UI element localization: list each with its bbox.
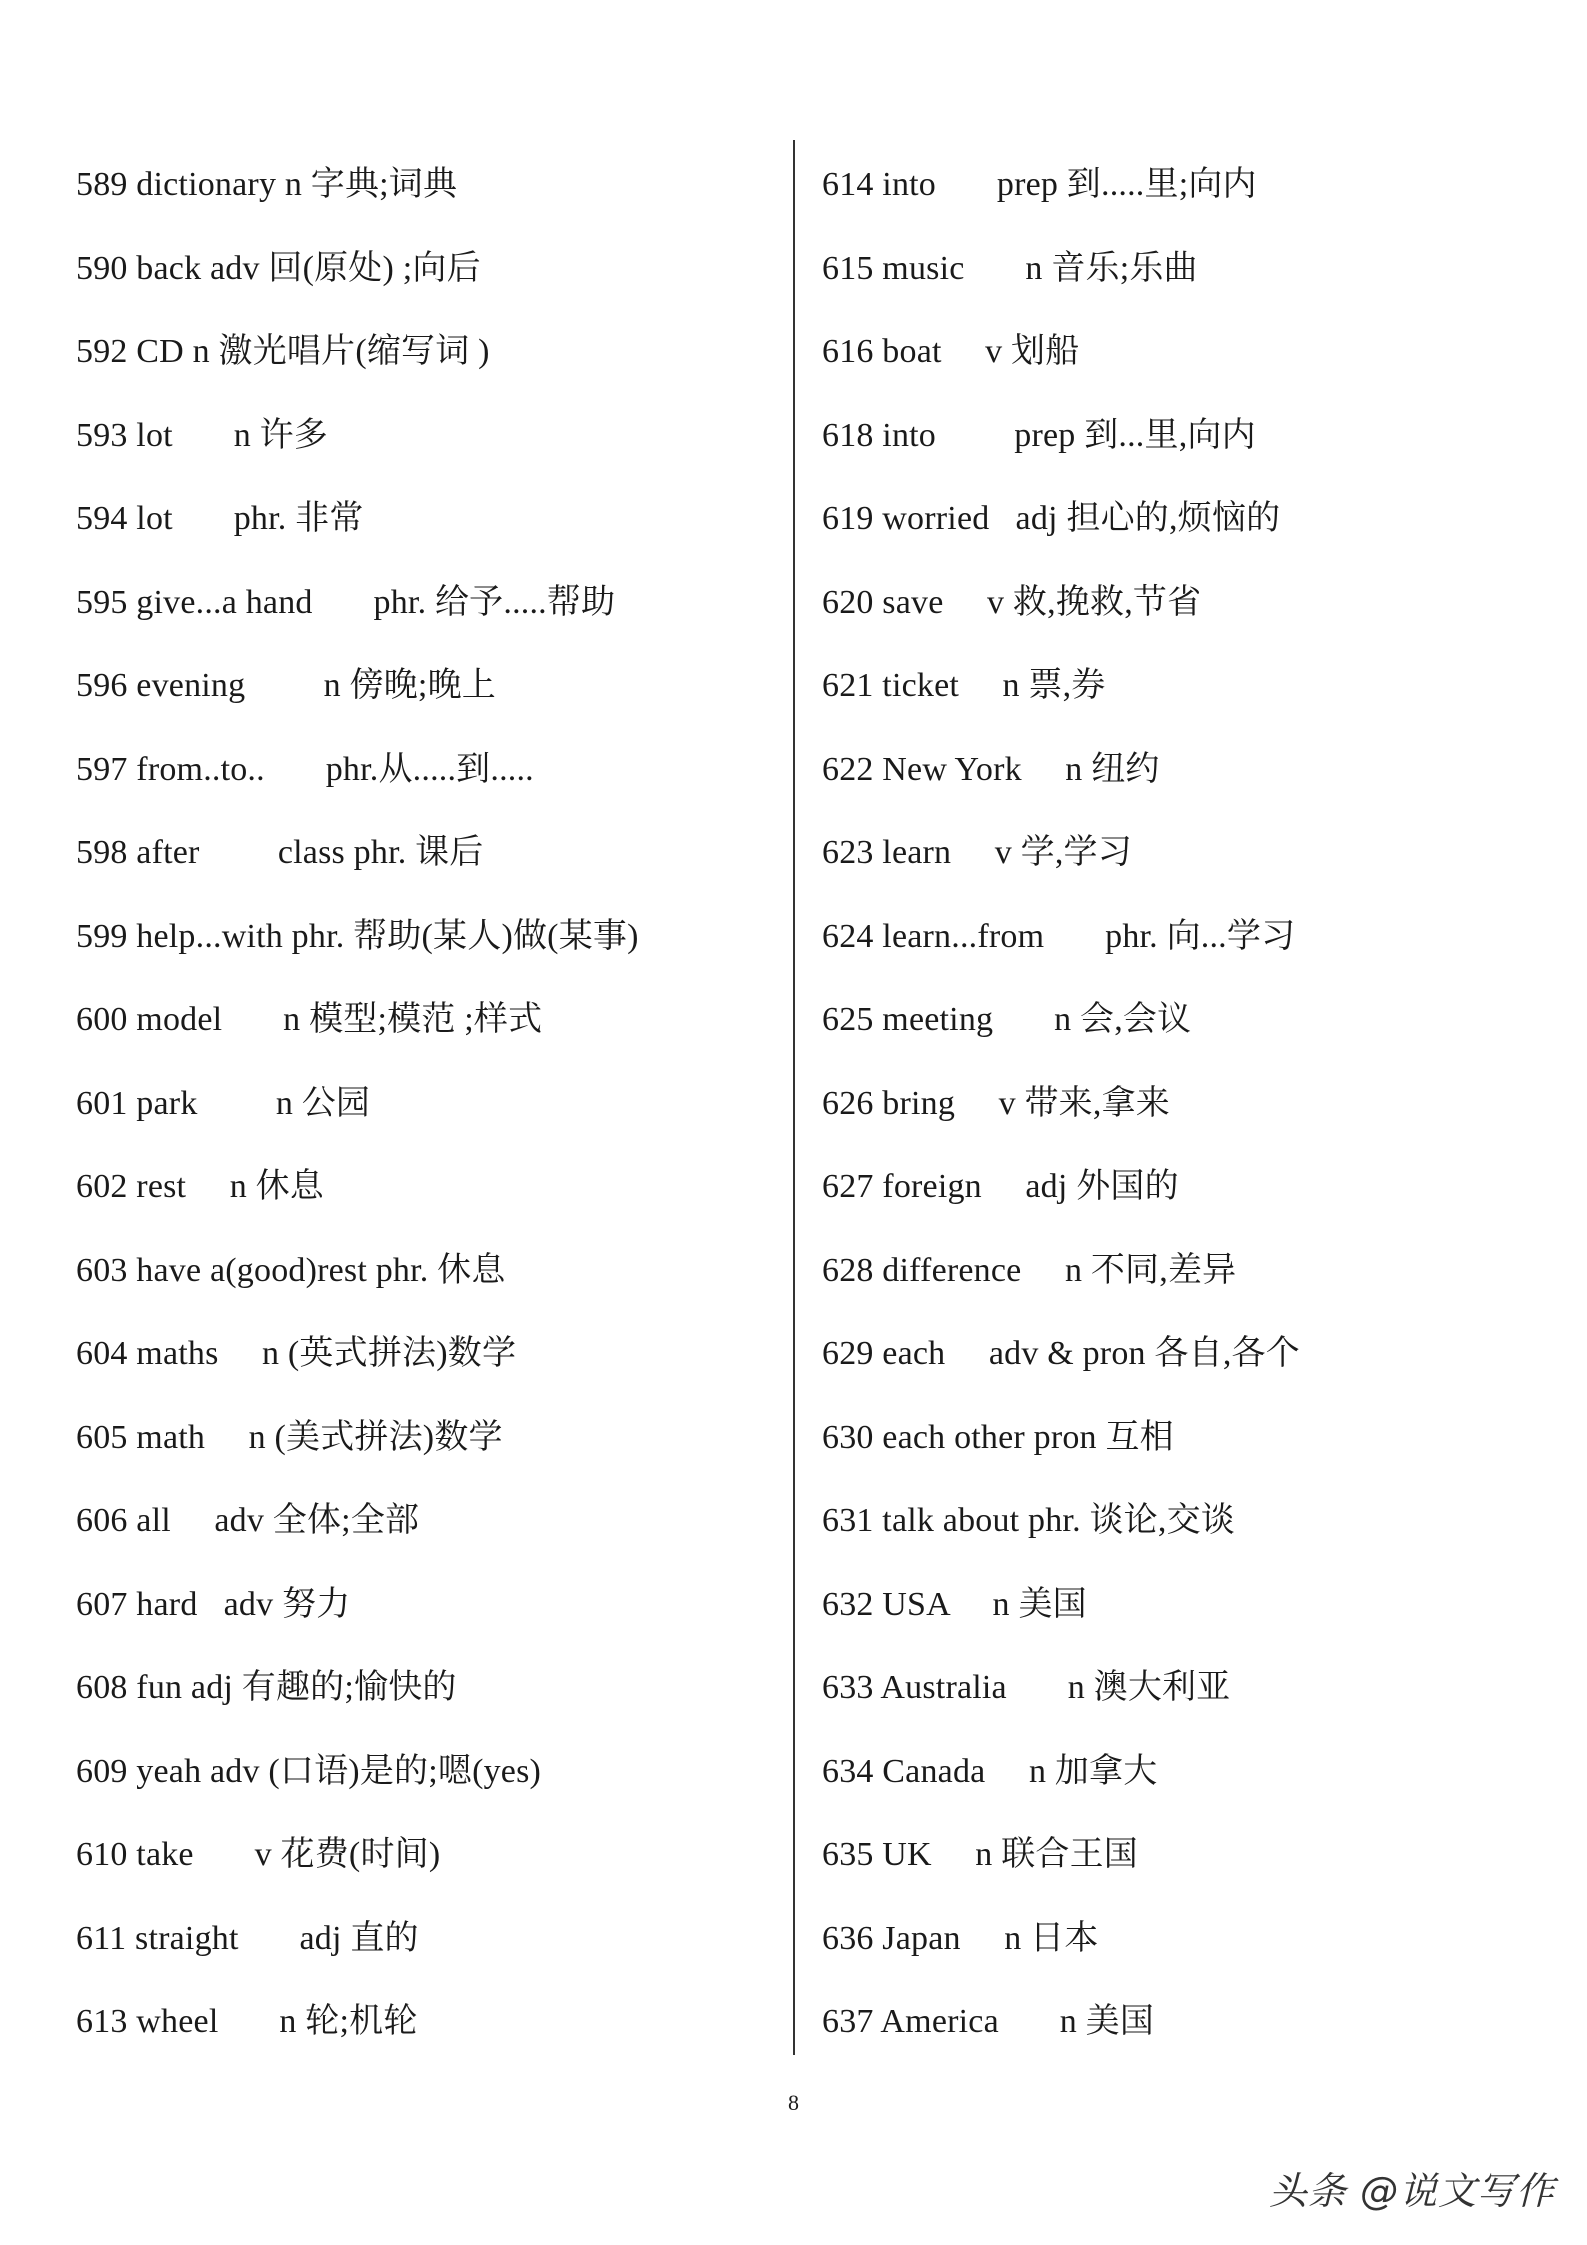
vocab-entry: 625 meeting n 会,会议 — [822, 1001, 1192, 1038]
column-divider — [793, 140, 795, 2055]
vocab-entry: 616 boat v 划船 — [822, 333, 1080, 370]
vocab-entry: 636 Japan n 日本 — [822, 1919, 1099, 1957]
vocab-entry: 634 Canada n 加拿大 — [822, 1752, 1158, 1790]
vocab-entry: 635 UK n 联合王国 — [822, 1836, 1139, 1873]
vocab-entry: 622 New York n 纽约 — [822, 750, 1160, 788]
vocab-entry: 632 USA n 美国 — [822, 1585, 1087, 1623]
vocab-entry: 600 model n 模型;模范 ;样式 — [76, 1001, 543, 1038]
vocab-entry: 633 Australia n 澳大利亚 — [822, 1669, 1231, 1706]
vocab-entry: 606 all adv 全体;全部 — [76, 1502, 420, 1539]
vocab-entry: 599 help...with phr. 帮助(某人)做(某事) — [76, 917, 639, 955]
vocab-entry: 615 music n 音乐;乐曲 — [822, 249, 1198, 287]
vocab-entry: 626 bring v 带来,拿来 — [822, 1084, 1170, 1122]
vocab-entry: 619 worried adj 担心的,烦恼的 — [822, 500, 1281, 537]
vocab-entry: 631 talk about phr. 谈论,交谈 — [822, 1502, 1235, 1539]
vocab-entry: 604 maths n (英式拼法)数学 — [76, 1335, 517, 1372]
vocab-entry: 595 give...a hand phr. 给予.....帮助 — [76, 583, 616, 621]
vocab-entry: 603 have a(good)rest phr. 休息 — [76, 1251, 506, 1289]
vocab-entry: 601 park n 公园 — [76, 1084, 371, 1122]
vocab-entry: 594 lot phr. 非常 — [76, 500, 364, 537]
vocab-entry: 597 from..to.. phr.从.....到..... — [76, 750, 534, 788]
vocab-entry: 610 take v 花费(时间) — [76, 1836, 441, 1873]
vocab-entry: 609 yeah adv (口语)是的;嗯(yes) — [76, 1752, 542, 1790]
vocab-entry: 607 hard adv 努力 — [76, 1585, 351, 1623]
vocab-entry: 627 foreign adj 外国的 — [822, 1168, 1179, 1205]
vocab-entry: 592 CD n 激光唱片(缩写词 ) — [76, 333, 490, 370]
vocab-entry: 593 lot n 许多 — [76, 416, 328, 454]
vocab-entry: 621 ticket n 票,券 — [822, 667, 1106, 704]
vocab-entry: 618 into prep 到...里,向内 — [822, 416, 1256, 454]
vocab-entry: 613 wheel n 轮;机轮 — [76, 2003, 418, 2040]
vocab-entry: 602 rest n 休息 — [76, 1168, 324, 1205]
watermark: 头条 @说文写作 — [1268, 2169, 1555, 2213]
vocab-entry: 598 after class phr. 课后 — [76, 834, 484, 871]
vocab-entry: 608 fun adj 有趣的;愉快的 — [76, 1669, 457, 1706]
vocab-entry: 630 each other pron 互相 — [822, 1418, 1174, 1456]
vocab-entry: 596 evening n 傍晚;晚上 — [76, 667, 496, 704]
right-vocabulary-column — [822, 152, 1522, 2073]
vocab-entry: 590 back adv 回(原处) ;向后 — [76, 249, 481, 287]
vocab-entry: 614 into prep 到.....里;向内 — [822, 166, 1257, 203]
vocab-entry: 623 learn v 学,学习 — [822, 834, 1132, 871]
vocab-entry: 628 difference n 不同,差异 — [822, 1251, 1237, 1289]
page-number: 8 — [788, 2090, 799, 2115]
vocab-entry: 637 America n 美国 — [822, 2003, 1155, 2040]
vocab-entry: 589 dictionary n 字典;词典 — [76, 166, 458, 203]
vocab-entry: 605 math n (美式拼法)数学 — [76, 1418, 503, 1456]
vocab-entry: 611 straight adj 直的 — [76, 1919, 419, 1957]
vocab-entry: 629 each adv & pron 各自,各个 — [822, 1335, 1300, 1372]
vocab-entry: 624 learn...from phr. 向...学习 — [822, 917, 1296, 955]
left-vocabulary-column — [76, 152, 766, 2073]
vocab-entry: 620 save v 救,挽救,节省 — [822, 583, 1202, 621]
